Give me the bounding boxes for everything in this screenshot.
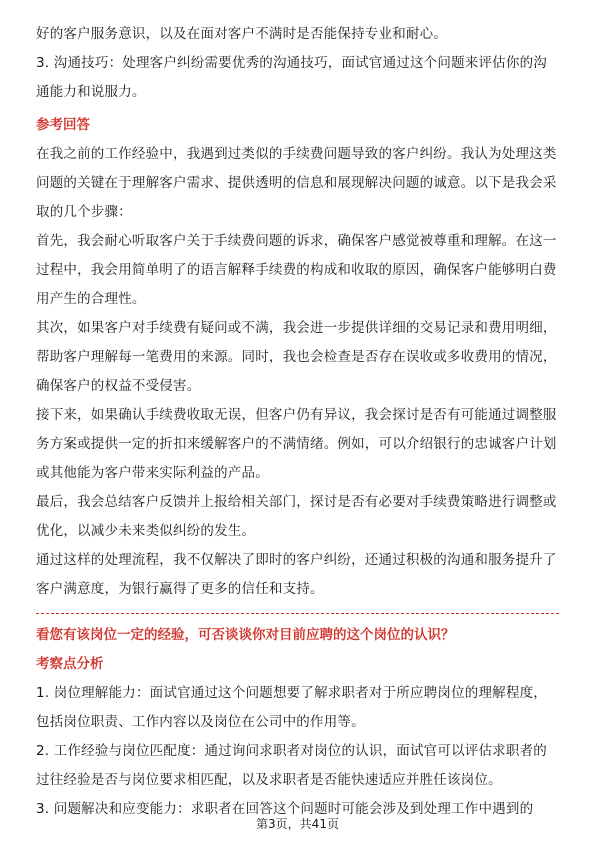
page-number: 第3页，共41页: [256, 817, 339, 831]
answer-paragraph: 最后，我会总结客户反馈并上报给相关部门，探讨是否有必要对手续费策略进行调整或优化，以减少未来类似纠纷的发生。: [36, 494, 557, 539]
section-divider: [36, 613, 559, 614]
analysis-item: 2. 工作经验与岗位匹配度：通过询问求职者对岗位的认识，面试官可以评估求职者的过往经验是否与岗位要求相匹配，以及求职者是否能快速适应并胜任该岗位。: [36, 743, 547, 788]
answer-paragraph: 接下来，如果确认手续费收取无误，但客户仍有异议，我会探讨是否有可能通过调整服务方案或提供一定的折扣来缓解客户的不满情绪。例如，可以介绍银行的忠诚客户计划或其他能为客户带来实际利益的产品。: [36, 407, 557, 481]
answer-paragraph: 通过这样的处理流程，我不仅解决了即时的客户纠纷，还通过积极的沟通和服务提升了客户满意度，为银行赢得了更多的信任和支持。: [36, 552, 557, 597]
analysis-item: 1. 岗位理解能力：面试官通过这个问题想要了解求职者对于所应聘岗位的理解程度，包括岗位职责、工作内容以及岗位在公司中的作用等。: [36, 685, 547, 730]
answer-paragraph: 其次，如果客户对手续费有疑问或不满，我会进一步提供详细的交易记录和费用明细，帮助客户理解每一笔费用的来源。同时，我也会检查是否存在误收或多收费用的情况，确保客户的权益不受侵害。: [36, 320, 557, 394]
answer-paragraph: 在我之前的工作经验中，我遇到过类似的手续费问题导致的客户纠纷。我认为处理这类问题的关键在于理解客户需求、提供透明的信息和展现解决问题的诚意。以下是我会采取的几个步骤：: [36, 146, 557, 220]
answer-paragraph: 首先，我会耐心听取客户关于手续费问题的诉求，确保客户感觉被尊重和理解。在这一过程中，我会用简单明了的语言解释手续费的构成和收取的原因，确保客户能够明白费用产生的合理性。: [36, 233, 557, 307]
intro-line-tail: 好的客户服务意识，以及在面对客户不满时是否能保持专业和耐心。: [36, 26, 447, 42]
analysis-item: 3. 问题解决和应变能力：求职者在回答这个问题时可能会涉及到处理工作中遇到的: [36, 801, 534, 817]
page-content: [36, 20, 559, 824]
intro-item-3: 3. 沟通技巧：处理客户纠纷需要优秀的沟通技巧，面试官通过这个问题来评估你的沟通能力和说服力。: [36, 55, 547, 100]
analysis-heading: 考察点分析: [36, 656, 104, 672]
answer-heading: 参考回答: [36, 117, 90, 133]
question-title: 看您有该岗位一定的经验，可否谈谈你对目前应聘的这个岗位的认识？: [36, 627, 455, 643]
